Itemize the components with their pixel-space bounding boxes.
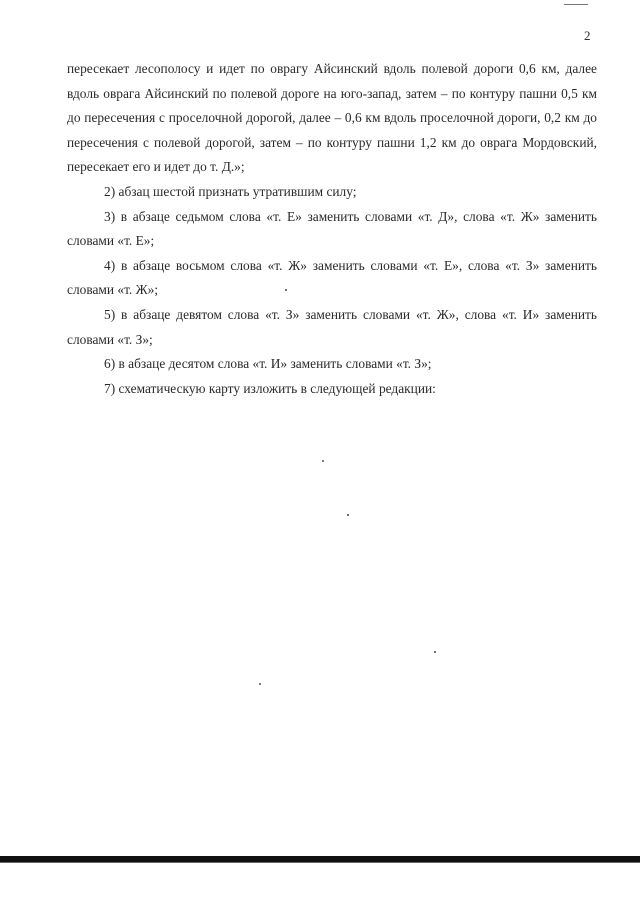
page-number: 2 bbox=[584, 28, 591, 43]
scan-speck bbox=[259, 683, 261, 685]
paragraph-item-7: 7) схематическую карту изложить в следующей редакции: bbox=[104, 380, 436, 396]
paragraph-item-6: 6) в абзаце десятом слова «т. И» заменить словами «т. З»; bbox=[104, 356, 432, 372]
paragraph-continuation: пересекает лесополосу и идет по оврагу Айсинский вдоль полевой дороги 0,6 км, далее вдоль оврага Айсинский по полевой дороге на юго-запад, затем – по контуру пашни 0,5 км до пересечения с проселочной дорогой, далее – 0,6 км вдоль проселочной дороги, 0,2 км до пересечения с полевой дорогой, затем – по контуру пашни 1,2 км до оврага Мордовский, пересекает его и идет до т. Д.»; bbox=[67, 61, 597, 175]
scan-speck bbox=[285, 289, 287, 291]
scan-speck bbox=[322, 460, 324, 462]
scan-speck bbox=[347, 514, 349, 516]
scan-bottom-border-shadow bbox=[0, 862, 640, 863]
paragraph-item-2: 2) абзац шестой признать утратившим силу; bbox=[104, 183, 357, 199]
scan-artifact-top bbox=[564, 4, 588, 5]
paragraph-item-3: 3) в абзаце седьмом слова «т. Е» заменить словами «т. Д», слова «т. Ж» заменить словами «т. Е»; bbox=[67, 208, 597, 249]
document-body bbox=[67, 57, 597, 401]
scan-speck bbox=[434, 651, 436, 653]
paragraph-item-5: 5) в абзаце девятом слова «т. З» заменить словами «т. Ж», слова «т. И» заменить словами «т. З»; bbox=[67, 306, 597, 347]
paragraph-item-4: 4) в абзаце восьмом слова «т. Ж» заменить словами «т. Е», слова «т. З» заменить словами «т. Ж»; bbox=[67, 257, 597, 298]
